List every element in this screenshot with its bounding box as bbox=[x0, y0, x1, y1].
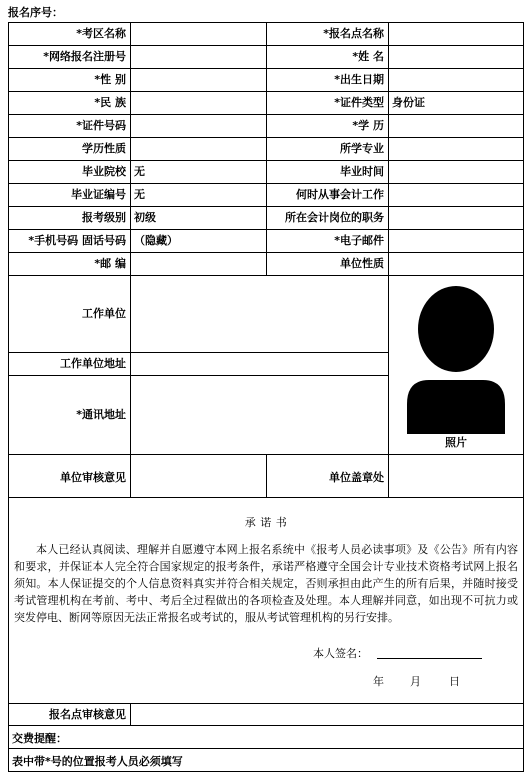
label-postcode: *邮 编 bbox=[94, 257, 126, 270]
signature-line[interactable] bbox=[377, 658, 482, 659]
field-birth-date[interactable] bbox=[392, 68, 520, 91]
serial-number-label: 报名序号： bbox=[8, 6, 63, 19]
field-postcode[interactable] bbox=[134, 252, 264, 275]
field-email[interactable] bbox=[392, 229, 520, 252]
label-diploma-number: 毕业证编号 bbox=[71, 188, 126, 201]
label-site-review: 报名点审核意见 bbox=[49, 708, 126, 721]
label-accounting-position: 所在会计岗位的职务 bbox=[285, 211, 384, 224]
field-unit-review[interactable] bbox=[131, 455, 266, 497]
field-exam-level[interactable]: 初级 bbox=[134, 211, 156, 224]
label-unit-type: 单位性质 bbox=[340, 257, 384, 270]
label-work-unit-address: 工作单位地址 bbox=[60, 357, 126, 370]
label-site-name: *报名点名称 bbox=[323, 27, 384, 40]
field-id-type[interactable]: 身份证 bbox=[392, 96, 425, 109]
field-unit-stamp[interactable] bbox=[389, 455, 523, 497]
field-unit-type[interactable] bbox=[392, 252, 520, 275]
label-name: *姓 名 bbox=[352, 50, 384, 63]
field-site-name[interactable] bbox=[392, 22, 520, 45]
label-registration-number: *网络报名注册号 bbox=[43, 50, 126, 63]
label-unit-stamp: 单位盖章处 bbox=[329, 471, 384, 484]
photo-area[interactable] bbox=[389, 276, 523, 454]
label-exam-level: 报考级别 bbox=[82, 211, 126, 224]
field-major[interactable] bbox=[392, 137, 520, 160]
field-work-unit-address[interactable] bbox=[131, 353, 388, 375]
label-work-unit: 工作单位 bbox=[82, 307, 126, 320]
field-diploma-number[interactable]: 无 bbox=[134, 188, 145, 201]
date-year: 年 bbox=[373, 675, 384, 688]
label-mail-address: *通讯地址 bbox=[76, 408, 126, 421]
field-registration-number[interactable] bbox=[134, 45, 264, 68]
field-mail-address[interactable] bbox=[131, 376, 388, 454]
label-gender: *性 别 bbox=[94, 73, 126, 86]
field-gender[interactable] bbox=[134, 68, 264, 91]
field-accounting-start[interactable] bbox=[392, 183, 520, 206]
field-phone[interactable]: （隐藏） bbox=[134, 234, 178, 247]
label-graduated-school: 毕业院校 bbox=[82, 165, 126, 178]
label-unit-review: 单位审核意见 bbox=[60, 471, 126, 484]
signature-label: 本人签名： bbox=[313, 647, 368, 660]
label-accounting-start: 何时从事会计工作 bbox=[296, 188, 384, 201]
person-silhouette-icon bbox=[389, 276, 523, 454]
label-id-number: *证件号码 bbox=[76, 119, 126, 132]
date-month: 月 bbox=[410, 675, 421, 688]
label-education: *学 历 bbox=[352, 119, 384, 132]
pledge-body: 本人已经认真阅读、理解并自愿遵守本网上报名系统中《报考人员必读事项》及《公告》所有内容和要求，并保证本人完全符合国家规定的报考条件，承诺严格遵守全国会计专业技术资格考试网上报名须知。本人保证提交的个人信息资料真实并符合相关规定，否则承担由此产生的所有后果，并随时接受考试管理机构在考前、考中、考后全过程做出的各项检查及处理。本人理解并同意，如出现不可抗力或突发停电、断网等原因无法正常报名或考试的，服从考试管理机构的另行安排。 bbox=[14, 543, 518, 624]
label-major: 所学专业 bbox=[340, 142, 384, 155]
label-phone: *手机号码 固话号码 bbox=[28, 234, 126, 247]
photo-caption: 照片 bbox=[445, 436, 467, 449]
required-note: 表中带*号的位置报考人员必须填写 bbox=[12, 755, 183, 768]
field-exam-area[interactable] bbox=[134, 22, 264, 45]
label-ethnicity: *民 族 bbox=[94, 96, 126, 109]
label-graduation-time: 毕业时间 bbox=[340, 165, 384, 178]
field-work-unit[interactable] bbox=[131, 276, 388, 352]
label-birth-date: *出生日期 bbox=[334, 73, 384, 86]
field-graduation-time[interactable] bbox=[392, 160, 520, 183]
label-exam-area: *考区名称 bbox=[76, 27, 126, 40]
field-id-number[interactable] bbox=[134, 114, 264, 137]
field-education[interactable] bbox=[392, 114, 520, 137]
field-graduated-school[interactable]: 无 bbox=[134, 165, 145, 178]
field-site-review[interactable] bbox=[131, 704, 523, 725]
label-id-type: *证件类型 bbox=[334, 96, 384, 109]
date-day: 日 bbox=[449, 675, 460, 688]
label-education-type: 学历性质 bbox=[82, 142, 126, 155]
field-ethnicity[interactable] bbox=[134, 91, 264, 114]
pledge-title: 承 诺 书 bbox=[244, 516, 288, 529]
field-accounting-position[interactable] bbox=[392, 206, 520, 229]
payment-reminder: 交费提醒： bbox=[12, 732, 67, 745]
label-email: *电子邮件 bbox=[334, 234, 384, 247]
field-name[interactable] bbox=[392, 45, 520, 68]
field-education-type[interactable] bbox=[134, 137, 264, 160]
